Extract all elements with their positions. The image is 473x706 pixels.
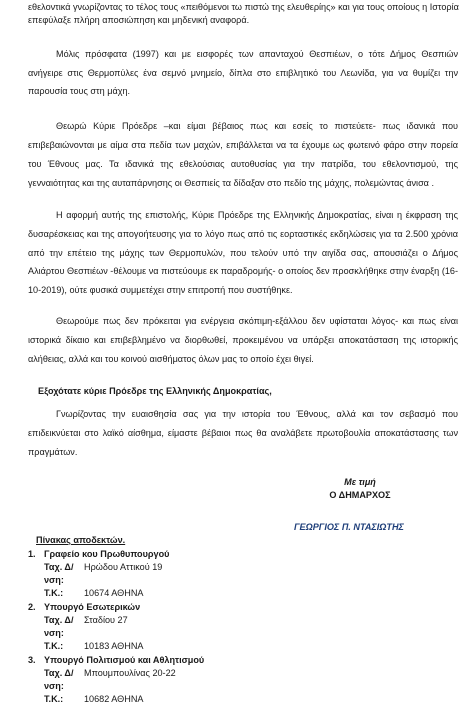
closing-title: Ο ΔΗΜΑΡΧΟΣ [329, 490, 391, 500]
closing-regards: Με τιμή [344, 477, 376, 487]
paragraph-continuation-line2: επεφύλαξε πλήρη αποσιώπηση και μηδενική αναφορά. [28, 15, 250, 25]
zip-label: Τ.Κ.: [44, 588, 64, 598]
recipient-item [28, 548, 328, 600]
recipient-number: 2. [28, 602, 36, 612]
paragraph-correction: Θεωρούμε πως δεν πρόκειται για ενέργεια σκόπιμη-εξάλλου δεν υφίσταται λόγος- και πως είναι ιστορικά δίκαιο και επιβεβλημένο να διορθωθεί, προκειμένου να υπάρξει αποκατάσταση της ιστορικής αλήθειας, αλλά και του κοινού αισθήματος όλων μας το οποίο έχει θιγεί. [28, 316, 458, 364]
address-label: Ταχ. Δ/νση: [44, 615, 74, 638]
recipient-number: 3. [28, 655, 36, 665]
recipient-number: 1. [28, 549, 36, 559]
recipient-address: Μπουμπουλίνας 20-22 [84, 668, 176, 678]
recipients-list [28, 534, 328, 706]
recipient-zip: 10183 ΑΘΗΝΑ [84, 641, 144, 651]
zip-label: Τ.Κ.: [44, 641, 64, 651]
closing-block [300, 476, 420, 502]
recipients-heading: Πίνακας αποδεκτών. [36, 535, 126, 545]
recipient-name: Υπουργό Εσωτερικών [44, 602, 141, 612]
address-label: Ταχ. Δ/νση: [44, 668, 74, 691]
recipient-name: Γραφείο κου Πρωθυπουργού [44, 549, 170, 559]
zip-label: Τ.Κ.: [44, 694, 64, 704]
paragraph-request: Γνωρίζοντας την ευαισθησία σας για την ιστορία του Έθνους, αλλά και τον σεβασμό που επιδεικνύεται στο λαϊκό αίσθημα, είμαστε βέβαιοι πως θα αναλάβετε πρωτοβουλία αποκατάστασης των πραγμάτων. [28, 409, 458, 457]
paragraph-monument: Μόλις πρόσφατα (1997) και με εισφορές των απανταχού Θεσπιέων, ο τότε Δήμος Θεσπιών ανήγειρε στις Θερμοπύλες ένα σεμνό μνημείο, δίπλα στο επιβλητικό του Λεωνίδα, για να θυμίζει την παρουσία τους στη μάχη. [28, 49, 458, 96]
recipient-zip: 10674 ΑΘΗΝΑ [84, 588, 144, 598]
recipient-address: Ηρώδου Αττικού 19 [84, 562, 163, 572]
recipient-item [28, 601, 328, 653]
paragraph-continuation [28, 1, 458, 27]
recipient-zip: 10682 ΑΘΗΝΑ [84, 694, 144, 704]
recipient-name: Υπουργό Πολιτισμού και Αθλητισμού [44, 655, 205, 665]
recipient-address: Σταδίου 27 [84, 615, 128, 625]
paragraph-ideals: Θεωρώ Κύριε Πρόεδρε –και είμαι βέβαιος πως και εσείς το πιστεύετε- πως ιδανικά που επιβεβαιώνονται με αίμα στα πεδία των μαχών, επιβάλλεται να τα έχουμε ως φωτεινό φάρο στην πορεία του Έθνους μας. Τα ιδανικά της εθελούσιας αυτοθυσίας για την πατρίδα, του εθελοντισμού, της γενναιότητας και της αυταπάρνησης οι Θεσπιείς τα δίδαξαν στο πεδίο της μάχης, πολεμώντας άνισα . [28, 121, 458, 188]
salutation: Εξοχότατε κύριε Πρόεδρε της Ελληνικής Δημοκρατίας, [38, 386, 272, 396]
paragraph-continuation-line1: εθελοντικά γνωρίζοντας το τέλος τους «πειθόμενοι τω πιστώ της ελευθερίης» και για τους οποίους η Ιστορία [28, 2, 459, 12]
recipient-item [28, 654, 328, 706]
signatory-name: ΓΕΩΡΓΙΟΣ Π. ΝΤΑΣΙΩΤΗΣ [294, 522, 404, 532]
paragraph-reason: Η αφορμή αυτής της επιστολής, Κύριε Πρόεδρε της Ελληνικής Δημοκρατίας, είναι η έκφραση της δυσαρέσκειας και της απογοήτευσης για το λόγο πως από τις εορταστικές εκδηλώσεις για τα 2.500 χρόνια από την επέτειο της μάχης των Θερμοπυλών, που τελούν υπό την αιγίδα σας, απουσιάζει ο Δήμος Αλιάρτου Θεσπιέων -θέλουμε να πιστεύουμε εκ παραδρομής- ο οποίος δεν προσκλήθηκε στην έναρξη (16-10-2019), ούτε φυσικά συμμετέχει στην επιτροπή που συστήθηκε. [28, 210, 458, 296]
address-label: Ταχ. Δ/νση: [44, 562, 74, 585]
